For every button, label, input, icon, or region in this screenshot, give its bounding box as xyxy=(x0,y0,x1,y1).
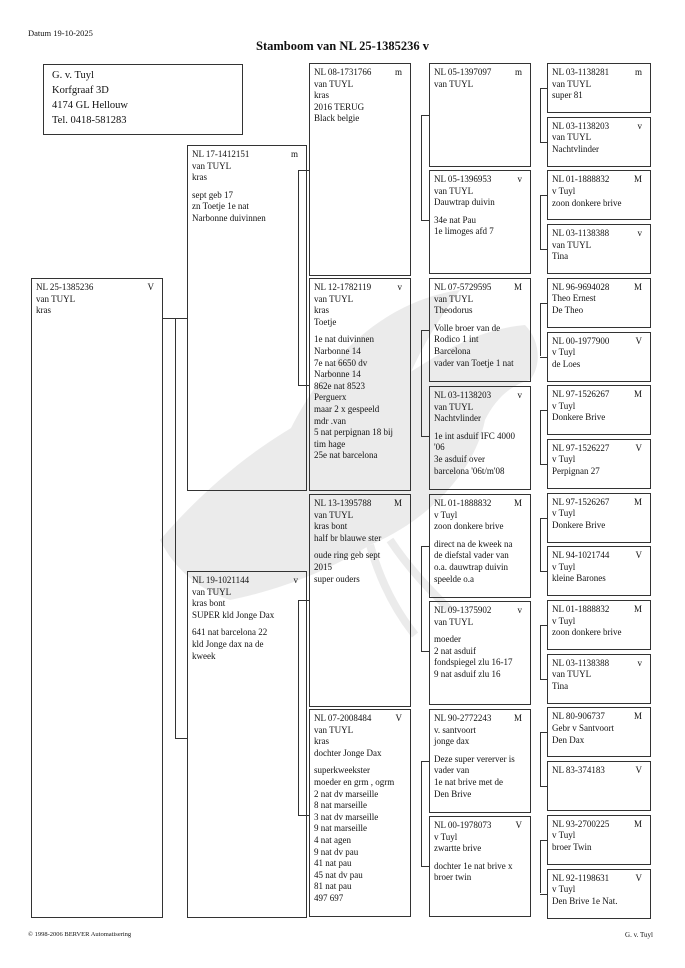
pigeon-info-line: v Tuyl xyxy=(552,347,576,358)
connector-line xyxy=(540,840,547,841)
great-grandparent-card[interactable] xyxy=(429,278,531,382)
connector-line xyxy=(540,894,547,895)
pigeon-info-line: Gebr v Santvoort xyxy=(552,722,614,733)
pigeon-info-line: zwartte brive xyxy=(434,843,482,854)
pigeon-info-line: van TUYL xyxy=(434,185,474,196)
sex-label: M xyxy=(513,498,522,508)
sex-label: m xyxy=(290,149,298,159)
ring-number: NL 17-1412151 xyxy=(192,149,250,159)
ring-number: NL 13-1395788 xyxy=(314,498,372,508)
gen4-card[interactable] xyxy=(547,600,651,650)
pigeon-notes: 1e int asduif IFC 4000 '06 3e asduif over barcelona '06t/m'08 xyxy=(434,430,515,476)
pigeon-info-line: van TUYL xyxy=(552,669,592,680)
pigeon-info-line: v Tuyl xyxy=(552,561,576,572)
pigeon-notes: 34e nat Pau 1e limoges afd 7 xyxy=(434,214,494,237)
pigeon-notes: direct na de kweek na de diefstal vader van o.a. dauwtrap duivin speelde o.a xyxy=(434,538,513,584)
pigeon-info-line: Tina xyxy=(552,251,569,262)
sex-label: V xyxy=(515,820,522,830)
gen4-card[interactable] xyxy=(547,332,651,382)
mother-card[interactable] xyxy=(187,571,307,918)
connector-line xyxy=(298,385,309,386)
pigeon-notes: sept geb 17 zn Toetje 1e nat Narbonne duivinnen xyxy=(192,189,266,223)
pigeon-info-line: v. santvoort xyxy=(434,724,476,735)
ring-number: NL 90-2772243 xyxy=(434,713,492,723)
ring-header xyxy=(552,765,646,777)
pigeon-info-line: v Tuyl xyxy=(552,185,576,196)
connector-line xyxy=(298,170,309,171)
sex-label: v xyxy=(637,228,642,239)
pigeon-info-line: Den Dax xyxy=(552,734,585,745)
gen4-card[interactable] xyxy=(547,224,651,274)
ring-header xyxy=(36,282,158,294)
pigeon-info-line: Den Brive 1e Nat. xyxy=(552,895,618,906)
connector-line xyxy=(540,303,547,304)
sex-label: v xyxy=(517,174,522,184)
ring-number: NL 92-1198631 xyxy=(552,872,610,883)
connector-line xyxy=(540,732,541,786)
connector-line xyxy=(421,220,429,221)
pigeon-info-line: kras xyxy=(314,90,329,101)
pigeon-info-line: de Loes xyxy=(552,358,581,369)
great-grandparent-card[interactable] xyxy=(429,709,531,813)
pigeon-info-line: Black belgie xyxy=(314,113,360,124)
ring-number: NL 03-1138203 xyxy=(434,390,492,400)
gen4-card[interactable] xyxy=(547,869,651,919)
sex-label: v xyxy=(517,605,522,615)
pigeon-info-line: v Tuyl xyxy=(552,454,576,465)
ring-header xyxy=(552,282,646,294)
connector-line xyxy=(163,318,175,319)
print-date: Datum 19-10-2025 xyxy=(28,28,93,38)
ring-number: NL 00-1977900 xyxy=(552,335,610,346)
great-grandparent-card[interactable] xyxy=(429,601,531,705)
pigeon-info-line: SUPER kld Jonge Dax xyxy=(192,609,275,620)
ring-number: NL 05-1397097 xyxy=(434,67,492,77)
ring-number: NL 09-1375902 xyxy=(434,605,492,615)
connector-line xyxy=(421,330,422,436)
connector-line xyxy=(175,318,176,738)
gen4-card[interactable] xyxy=(547,63,651,113)
ring-number: NL 08-1731766 xyxy=(314,67,372,77)
sex-label: v xyxy=(637,120,642,131)
breeder-phone: Tel. 0418-581283 xyxy=(52,115,127,126)
ring-header xyxy=(552,604,646,616)
ring-number: NL 03-1138388 xyxy=(552,657,610,668)
pigeon-notes: Deze super vererver is vader van 1e nat brive met de Den Brive xyxy=(434,753,515,799)
pigeon-info-line: broer Twin xyxy=(552,841,592,852)
great-grandparent-card[interactable] xyxy=(429,386,531,490)
pigeon-notes: moeder 2 nat asduif fondspiegel zlu 16-17 9 nat asduif zlu 16 xyxy=(434,634,513,679)
pigeon-notes: 641 nat barcelona 22 kld Jonge dax na de kweek xyxy=(192,627,268,661)
ring-header xyxy=(552,873,646,885)
connector-line xyxy=(175,318,187,319)
breeder-name: G. v. Tuyl xyxy=(52,70,94,81)
connector-line xyxy=(540,732,547,733)
connector-line xyxy=(540,786,547,787)
ring-number: NL 93-2700225 xyxy=(552,818,610,829)
sex-label: V xyxy=(635,872,642,883)
ring-header xyxy=(434,713,526,725)
grandparent-card[interactable] xyxy=(309,63,411,276)
pigeon-info-line: van TUYL xyxy=(314,724,354,735)
ring-header xyxy=(552,228,646,240)
sex-label: m xyxy=(634,67,642,77)
pigeon-info-line: van TUYL xyxy=(552,78,592,89)
pigeon-info-line: van TUYL xyxy=(434,293,474,304)
ring-number: NL 83-374183 xyxy=(552,765,605,776)
connector-line xyxy=(540,464,547,465)
gen4-card[interactable] xyxy=(547,707,651,757)
pigeon-info-line: v Tuyl xyxy=(552,884,576,895)
connector-line xyxy=(421,115,422,220)
gen4-card[interactable] xyxy=(547,546,651,596)
connector-line xyxy=(540,410,541,464)
pigeon-info-line: kras xyxy=(192,172,207,183)
sex-label: V xyxy=(147,282,154,292)
footer-copyright: © 1998-2006 BERVER Automatisering xyxy=(28,931,132,938)
pigeon-info-line: Theo Ernest xyxy=(552,293,596,304)
pigeon-info-line: van TUYL xyxy=(552,132,592,143)
ring-header xyxy=(434,282,526,294)
pigeon-info-line: Theodorus xyxy=(434,305,473,316)
pigeon-info-line: kras xyxy=(36,305,51,316)
ring-number: NL 12-1782119 xyxy=(314,282,372,292)
ring-header xyxy=(434,498,526,510)
ring-header xyxy=(552,497,646,509)
pigeon-info-line: dochter Jonge Dax xyxy=(314,747,382,758)
ring-header xyxy=(552,389,646,401)
gen4-card[interactable] xyxy=(547,117,651,167)
gen4-card[interactable] xyxy=(547,761,651,811)
ring-header xyxy=(434,67,526,79)
sex-label: M xyxy=(633,711,642,722)
pigeon-info-line: van TUYL xyxy=(314,78,354,89)
pigeon-info-line: van TUYL xyxy=(314,509,354,520)
pigeon-info-line: De Theo xyxy=(552,304,584,315)
pigeon-notes: Volle broer van de Rodico 1 int Barcelona vader van Toetje 1 nat xyxy=(434,322,514,368)
grandparent-card[interactable] xyxy=(309,278,411,491)
connector-line xyxy=(421,546,429,547)
sex-label: V xyxy=(635,550,642,561)
connector-line xyxy=(298,815,309,816)
pigeon-info-line: v Tuyl xyxy=(552,400,576,411)
sex-label: M xyxy=(633,389,642,400)
great-grandparent-card[interactable] xyxy=(429,494,531,598)
pigeon-info-line: zoon donkere brive xyxy=(552,627,622,638)
sex-label: M xyxy=(393,498,402,508)
pigeon-notes: oude ring geb sept 2015 super ouders xyxy=(314,550,381,584)
grandparent-card[interactable] xyxy=(309,709,411,917)
sex-label: M xyxy=(633,174,642,185)
pigeon-info-line: kras xyxy=(314,305,329,316)
ring-header xyxy=(314,282,406,294)
pigeon-info-line: zoon donkere brive xyxy=(552,197,622,208)
ring-number: NL 25-1385236 xyxy=(36,282,94,292)
ring-header xyxy=(434,605,526,617)
connector-line xyxy=(540,303,541,357)
sex-label: v xyxy=(517,390,522,400)
connector-line xyxy=(540,410,547,411)
ring-header xyxy=(434,174,526,186)
breeder-street: Korfgraaf 3D xyxy=(52,85,109,96)
ring-number: NL 03-1138281 xyxy=(552,67,610,77)
breeder-address-box xyxy=(43,64,243,135)
connector-line xyxy=(540,195,541,249)
ring-header xyxy=(314,713,406,725)
pigeon-notes: superkweekster moeder en grm , ogrm 2 nat dv marseille 8 nat marseille 3 nat dv marseille 9 nat marseille 4 nat agen 9 nat dv pau 41 nat pau 45 nat dv pau 81 nat pau 497 697 xyxy=(314,765,395,903)
sex-label: M xyxy=(513,713,522,723)
ring-number: NL 01-1888832 xyxy=(434,498,492,508)
pigeon-info-line: Nachtvlinder xyxy=(552,143,599,154)
subject-card[interactable] xyxy=(31,278,163,918)
ring-number: NL 07-2008484 xyxy=(314,713,372,723)
ring-header xyxy=(552,67,646,79)
ring-header xyxy=(314,67,406,79)
gen4-card[interactable] xyxy=(547,654,651,704)
connector-line xyxy=(540,142,547,143)
pigeon-info-line: 2016 TERUG xyxy=(314,101,365,112)
sex-label: M xyxy=(633,496,642,507)
ring-number: NL 94-1021744 xyxy=(552,550,610,561)
ring-number: NL 80-906737 xyxy=(552,711,605,722)
connector-line xyxy=(540,88,541,142)
pigeon-info-line: van TUYL xyxy=(192,160,232,171)
connector-line xyxy=(540,840,541,894)
sex-label: v xyxy=(397,282,402,292)
ring-header xyxy=(192,575,302,587)
sex-label: M xyxy=(633,281,642,292)
connector-line xyxy=(421,761,429,762)
ring-header xyxy=(434,390,526,402)
connector-line xyxy=(540,625,541,679)
pigeon-info-line: super 81 xyxy=(552,90,583,101)
footer-owner: G. v. Tuyl xyxy=(625,931,653,939)
gen4-card[interactable] xyxy=(547,278,651,328)
gen4-card[interactable] xyxy=(547,815,651,865)
great-grandparent-card[interactable] xyxy=(429,170,531,274)
connector-line xyxy=(298,170,299,385)
connector-line xyxy=(540,679,547,680)
pigeon-info-line: v Tuyl xyxy=(552,615,576,626)
ring-header xyxy=(552,121,646,133)
pigeon-notes: dochter 1e nat brive x broer twin xyxy=(434,860,513,883)
connector-line xyxy=(421,866,429,867)
connector-line xyxy=(175,738,187,739)
ring-number: NL 07-5729595 xyxy=(434,282,492,292)
gen4-card[interactable] xyxy=(547,170,651,220)
pigeon-info-line: van TUYL xyxy=(192,586,232,597)
connector-line xyxy=(421,115,429,116)
ring-number: NL 00-1978073 xyxy=(434,820,492,830)
ring-number: NL 97-1526267 xyxy=(552,496,610,507)
connector-line xyxy=(421,761,422,866)
great-grandparent-card[interactable] xyxy=(429,816,531,917)
connector-line xyxy=(540,195,547,196)
pigeon-info-line: Nachtvlinder xyxy=(434,413,481,424)
connector-line xyxy=(540,518,547,519)
sex-label: V xyxy=(635,765,642,776)
great-grandparent-card[interactable] xyxy=(429,63,531,167)
ring-header xyxy=(192,149,302,161)
connector-line xyxy=(540,357,547,358)
pigeon-info-line: kras bont xyxy=(314,521,348,532)
sex-label: V xyxy=(635,335,642,346)
ring-number: NL 01-1888832 xyxy=(552,174,610,185)
ring-header xyxy=(434,820,526,832)
pigeon-info-line: Toetje xyxy=(314,316,337,327)
connector-line xyxy=(421,330,429,331)
pigeon-info-line: van TUYL xyxy=(314,293,354,304)
connector-line xyxy=(421,436,429,437)
pigeon-info-line: v Tuyl xyxy=(434,509,458,520)
ring-number: NL 01-1888832 xyxy=(552,604,610,614)
ring-number: NL 96-9694028 xyxy=(552,281,610,292)
pigeon-info-line: van TUYL xyxy=(36,293,76,304)
ring-header xyxy=(552,819,646,831)
ring-header xyxy=(552,658,646,670)
sex-label: M xyxy=(513,282,522,292)
father-card[interactable] xyxy=(187,145,307,491)
sex-label: v xyxy=(637,657,642,668)
pigeon-info-line: van TUYL xyxy=(434,401,474,412)
sex-label: V xyxy=(395,713,402,723)
ring-header xyxy=(314,498,406,510)
pigeon-info-line: Donkere Brive xyxy=(552,519,606,530)
sex-label: V xyxy=(635,442,642,453)
ring-number: NL 19-1021144 xyxy=(192,575,250,585)
pigeon-info-line: van TUYL xyxy=(434,78,474,89)
pigeon-info-line: van TUYL xyxy=(434,616,474,627)
ring-number: NL 97-1526227 xyxy=(552,442,610,453)
ring-number: NL 03-1138388 xyxy=(552,228,610,239)
pigeon-info-line: kleine Barones xyxy=(552,573,606,584)
ring-header xyxy=(552,711,646,723)
sex-label: m xyxy=(394,67,402,77)
ring-number: NL 05-1396953 xyxy=(434,174,492,184)
sex-label: v xyxy=(293,575,298,585)
connector-line xyxy=(540,518,541,572)
pigeon-info-line: kras xyxy=(314,736,329,747)
sex-label: m xyxy=(514,67,522,77)
gen4-card[interactable] xyxy=(547,439,651,489)
pigeon-info-line: v Tuyl xyxy=(552,508,576,519)
page-title: Stamboom van NL 25-1385236 v xyxy=(256,39,429,53)
ring-header xyxy=(552,174,646,186)
pigeon-info-line: v Tuyl xyxy=(552,830,576,841)
ring-header xyxy=(552,336,646,348)
connector-line xyxy=(540,625,547,626)
connector-line xyxy=(298,600,309,601)
ring-number: NL 03-1138203 xyxy=(552,120,610,131)
pigeon-info-line: v Tuyl xyxy=(434,831,458,842)
ring-number: NL 97-1526267 xyxy=(552,389,610,400)
ring-header xyxy=(552,550,646,562)
sex-label: M xyxy=(633,604,642,614)
connector-line xyxy=(540,88,547,89)
pigeon-info-line: kras bont xyxy=(192,598,226,609)
pigeon-info-line: zoon donkere brive xyxy=(434,521,504,532)
pigeon-notes: 1e nat duivinnen Narbonne 14 7e nat 6650 dv Narbonne 14 862e nat 8523 Perguerx maar 2 x gespeeld mdr .van 5 nat perpignan 18 bij tim hage 25e nat barcelona xyxy=(314,334,393,461)
connector-line xyxy=(298,600,299,815)
gen4-card[interactable] xyxy=(547,493,651,543)
pigeon-info-line: Dauwtrap duivin xyxy=(434,197,495,208)
pigeon-info-line: jonge dax xyxy=(434,736,470,747)
connector-line xyxy=(540,249,547,250)
pigeon-info-line: Tina xyxy=(552,680,569,691)
ring-header xyxy=(552,443,646,455)
breeder-city: 4174 GL Hellouw xyxy=(52,100,129,111)
sex-label: M xyxy=(633,818,642,829)
connector-line xyxy=(421,651,429,652)
grandparent-card[interactable] xyxy=(309,494,411,707)
pigeon-info-line: van TUYL xyxy=(552,239,592,250)
connector-line xyxy=(421,546,422,651)
connector-line xyxy=(540,571,547,572)
pigeon-info-line: Donkere Brive xyxy=(552,412,606,423)
pigeon-info-line: Perpignan 27 xyxy=(552,466,600,477)
pigeon-info-line: half br blauwe ster xyxy=(314,532,382,543)
gen4-card[interactable] xyxy=(547,385,651,435)
